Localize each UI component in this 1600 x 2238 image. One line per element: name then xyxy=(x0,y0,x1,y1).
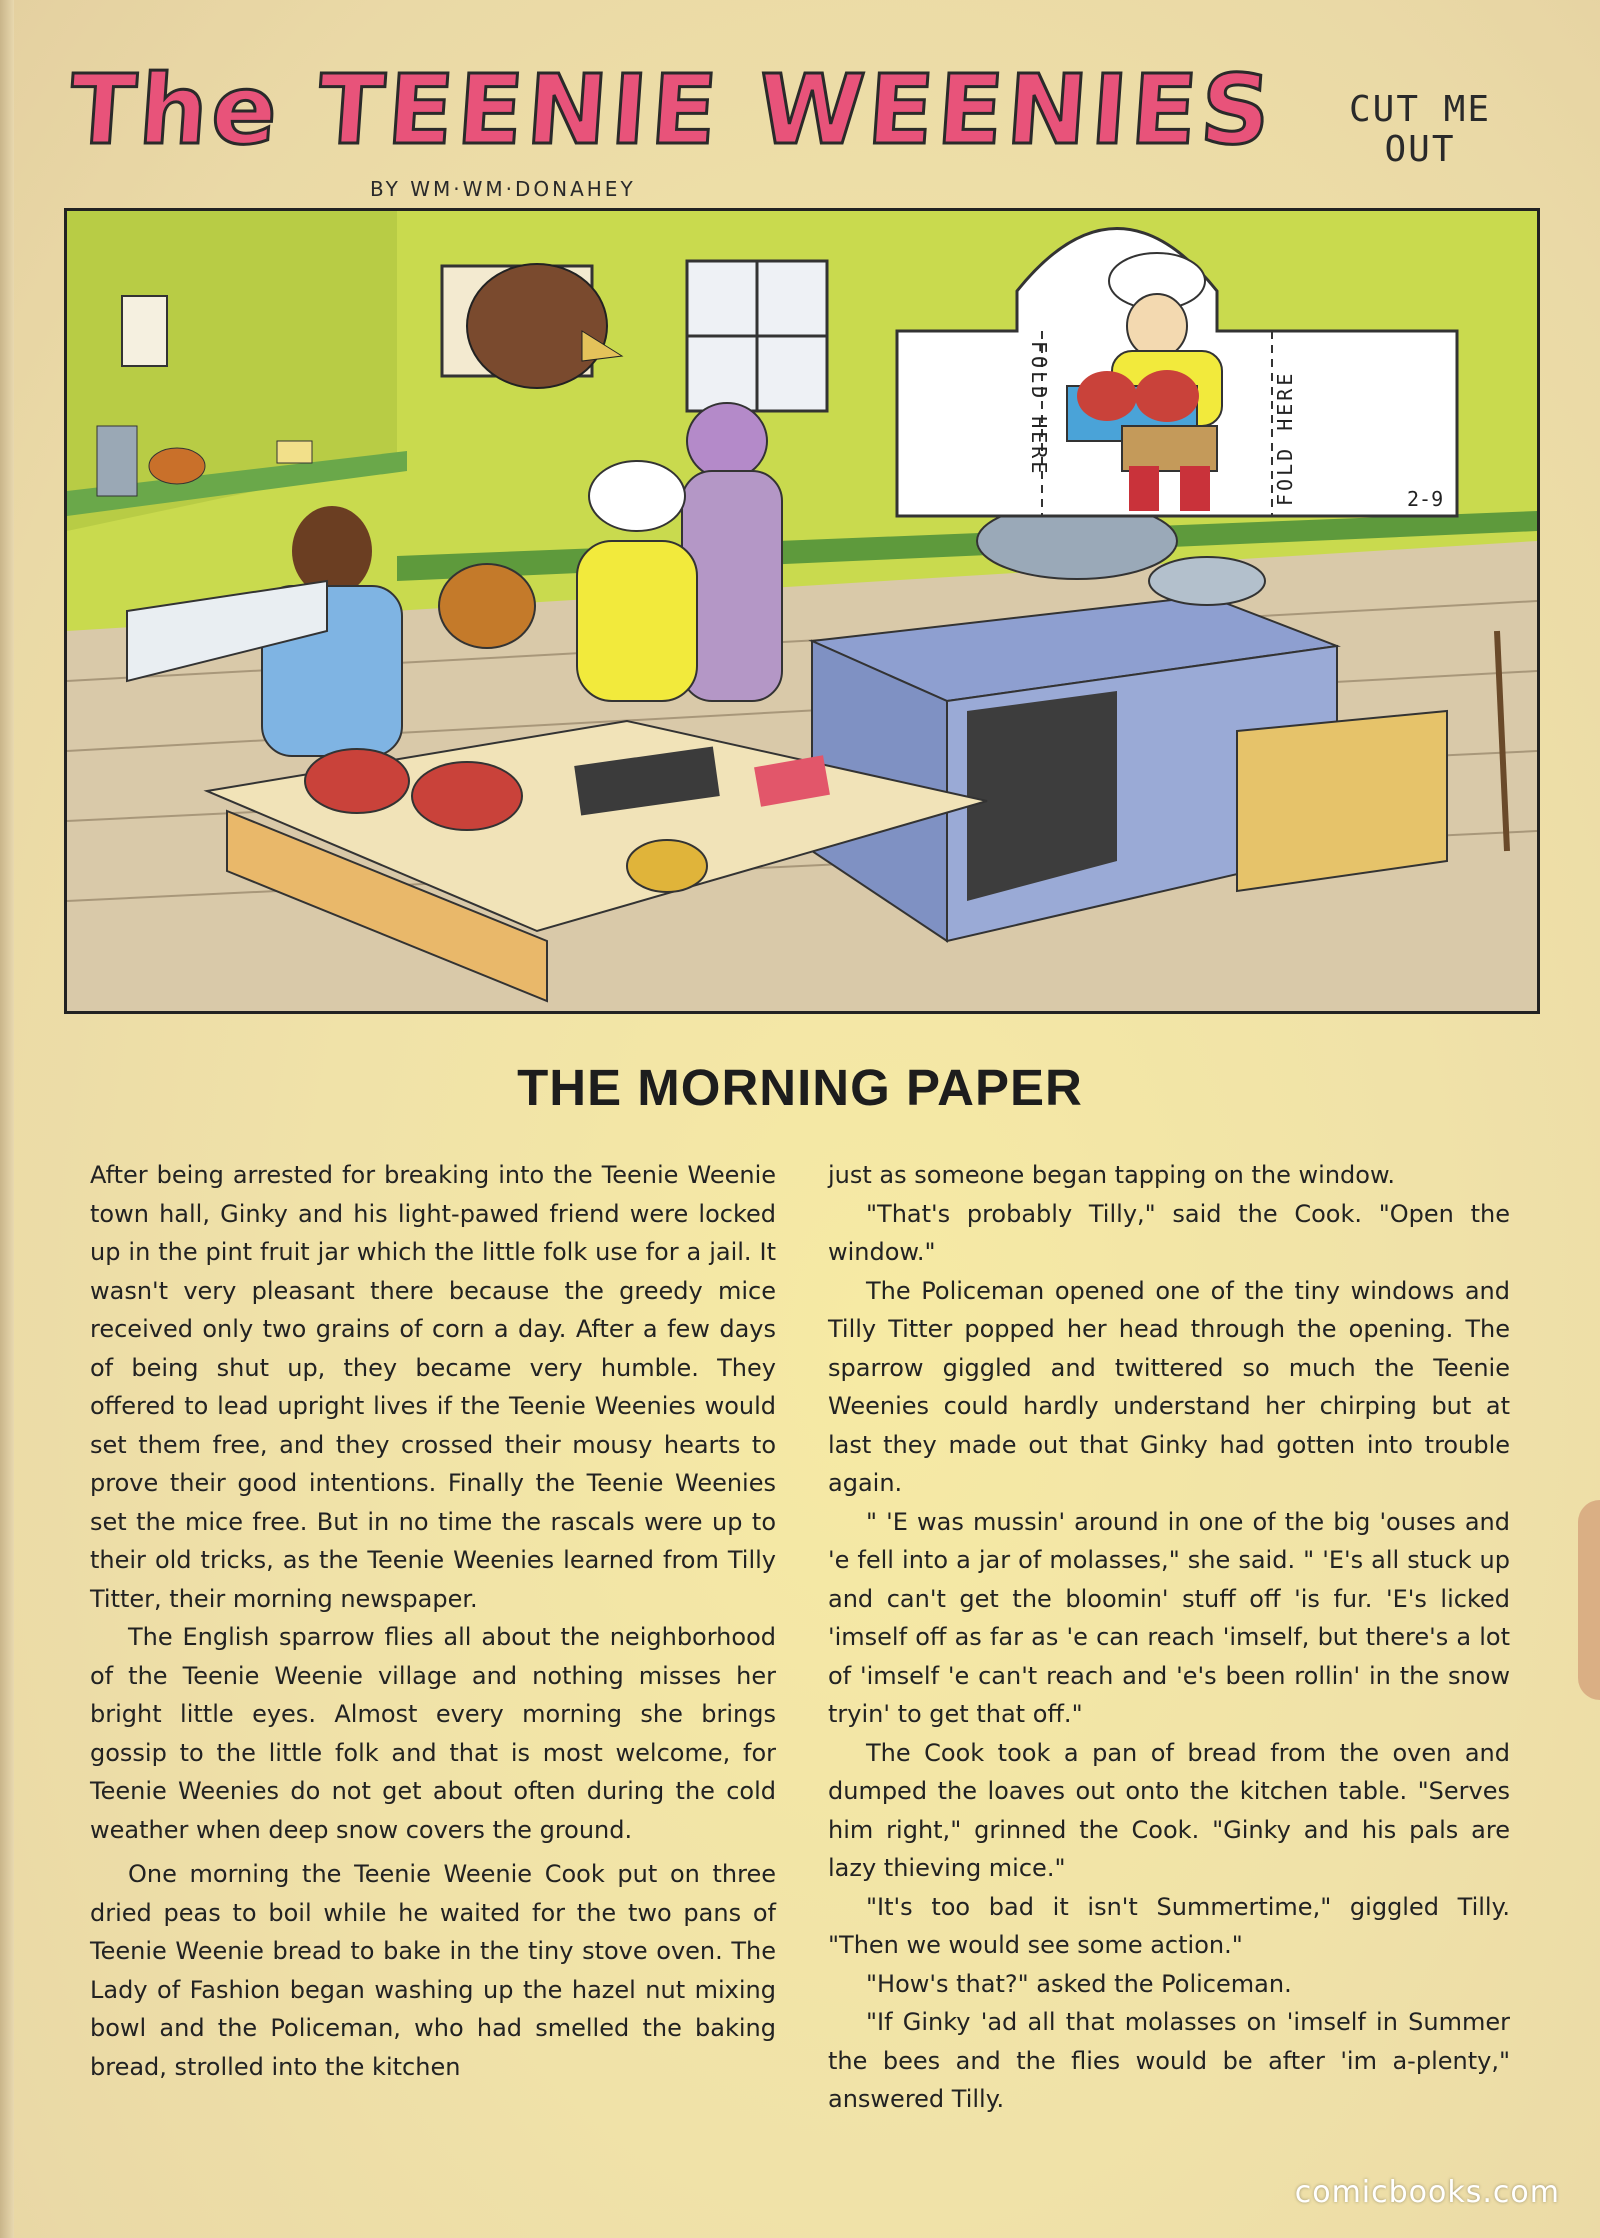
wood-bin xyxy=(1237,711,1447,891)
policeman-cap xyxy=(687,403,767,479)
fold-here-right: FOLD HERE xyxy=(1273,370,1297,506)
cutout-bread xyxy=(1077,371,1137,421)
cook-hat xyxy=(589,461,685,531)
small-pan xyxy=(1149,557,1265,605)
cut-line-1: CUT ME xyxy=(1348,89,1492,130)
paragraph: The Cook took a pan of bread from the oven and dumped the loaves out onto the kitchen table. "Serves him right," grinned the Cook. "Ginky and his pals are lazy thieving mice." xyxy=(828,1738,1510,1882)
paragraph: One morning the Teenie Weenie Cook put on three dried peas to boil while he waited for the two pans of Teenie Weenie bread to bake in the tiny stove oven. The Lady of Fashion began washing up the hazel nut mixing bowl and the Policeman, who had smelled the baking bread, strolled into the kitchen xyxy=(90,1860,776,2081)
fold-here-left: FOLD HERE xyxy=(1027,341,1051,477)
paragraph: After being arrested for breaking into the Teenie Weenie town hall, Ginky and his light-pawed friend were locked up in the pint fruit jar which the little folk use for a jail. It wasn't very pleasant there because the greedy mice received only two grains of corn a day. After a few days of being shut up, they became very humble. They offered to lead upright lives if the Teenie Weenies would set them free, and they crossed their mousy hearts to prove their good intentions. Finally the Teenie Weenies set the mice free. But in no time the rascals were up to their old tricks, as the Teenie Weenies learned from Tilly Titter, their morning newspaper. xyxy=(90,1161,776,1613)
site-watermark: comicbooks.com xyxy=(1294,2175,1560,2210)
jar xyxy=(97,426,137,496)
cut-line-2: OUT xyxy=(1384,129,1456,170)
paragraph: "That's probably Tilly," said the Cook. "Open the window." xyxy=(828,1199,1510,1266)
paragraph: The English sparrow flies all about the neighborhood of the Teenie Weenie village and nothing misses her bright little eyes. Almost every morning she brings gossip to the little folk and that is most welcome, for Teenie Weenies do not get about often during the cold weather when deep snow covers the ground. xyxy=(90,1623,776,1844)
cutout-leg xyxy=(1129,466,1159,511)
author-byline: BY WM·WM·DONAHEY xyxy=(370,177,636,201)
illustration-svg xyxy=(67,211,1537,1011)
page-header xyxy=(60,52,1540,212)
paragraph: "It's too bad it isn't Summertime," giggled Tilly. "Then we would see some action." xyxy=(828,1892,1510,1959)
wall-picture xyxy=(122,296,167,366)
cut-me-out-label xyxy=(1310,90,1530,170)
basket xyxy=(439,564,535,648)
paragraph: The Policeman opened one of the tiny windows and Tilly Titter popped her head through the opening. The sparrow giggled and twittered so much the Teenie Weenies could hardly understand her chirping but at last they made out that Ginky had gotten into trouble again. xyxy=(828,1276,1510,1497)
bread-loaf xyxy=(412,762,522,830)
date-code: 2-9 xyxy=(1407,487,1444,511)
text-column-left xyxy=(90,1156,776,2086)
paragraph: "How's that?" asked the Policeman. xyxy=(866,1969,1292,1998)
paragraph: "If Ginky 'ad all that molasses on 'imself in Summer the bees and the flies would be after 'im a-plenty," answered Tilly. xyxy=(828,2008,1510,2113)
comic-logo: The TEENIE WEENIES xyxy=(66,54,1278,166)
butter xyxy=(277,441,312,463)
text-column-right xyxy=(828,1156,1510,2119)
cutout-leg xyxy=(1180,466,1210,511)
cutout-bread xyxy=(1135,370,1199,422)
lady-hair xyxy=(292,506,372,596)
kitchen-illustration xyxy=(64,208,1540,1014)
page-spine xyxy=(0,0,14,2238)
scanner-thumb xyxy=(1578,1500,1600,1700)
mixing-bowl xyxy=(627,840,707,892)
cutout-cook-face xyxy=(1127,294,1187,358)
cook-body xyxy=(577,541,697,701)
bread-loaf xyxy=(305,749,409,813)
sparrow-head xyxy=(467,264,607,388)
cutout-shorts xyxy=(1122,426,1217,471)
paragraph: just as someone began tapping on the window. xyxy=(828,1161,1396,1189)
paragraph: " 'E was mussin' around in one of the big 'ouses and 'e fell into a jar of molasses," she said. " 'E's all stuck up and can't get the bloomin' stuff off 'is fur. 'E's licked 'imself off as far as 'e can reach 'imself, but there's a lot of 'imself 'e can't reach and 'e's been rollin' in the snow tryin' to get that off." xyxy=(828,1507,1510,1728)
article-title: THE MORNING PAPER xyxy=(517,1059,1083,1116)
pot xyxy=(149,448,205,484)
